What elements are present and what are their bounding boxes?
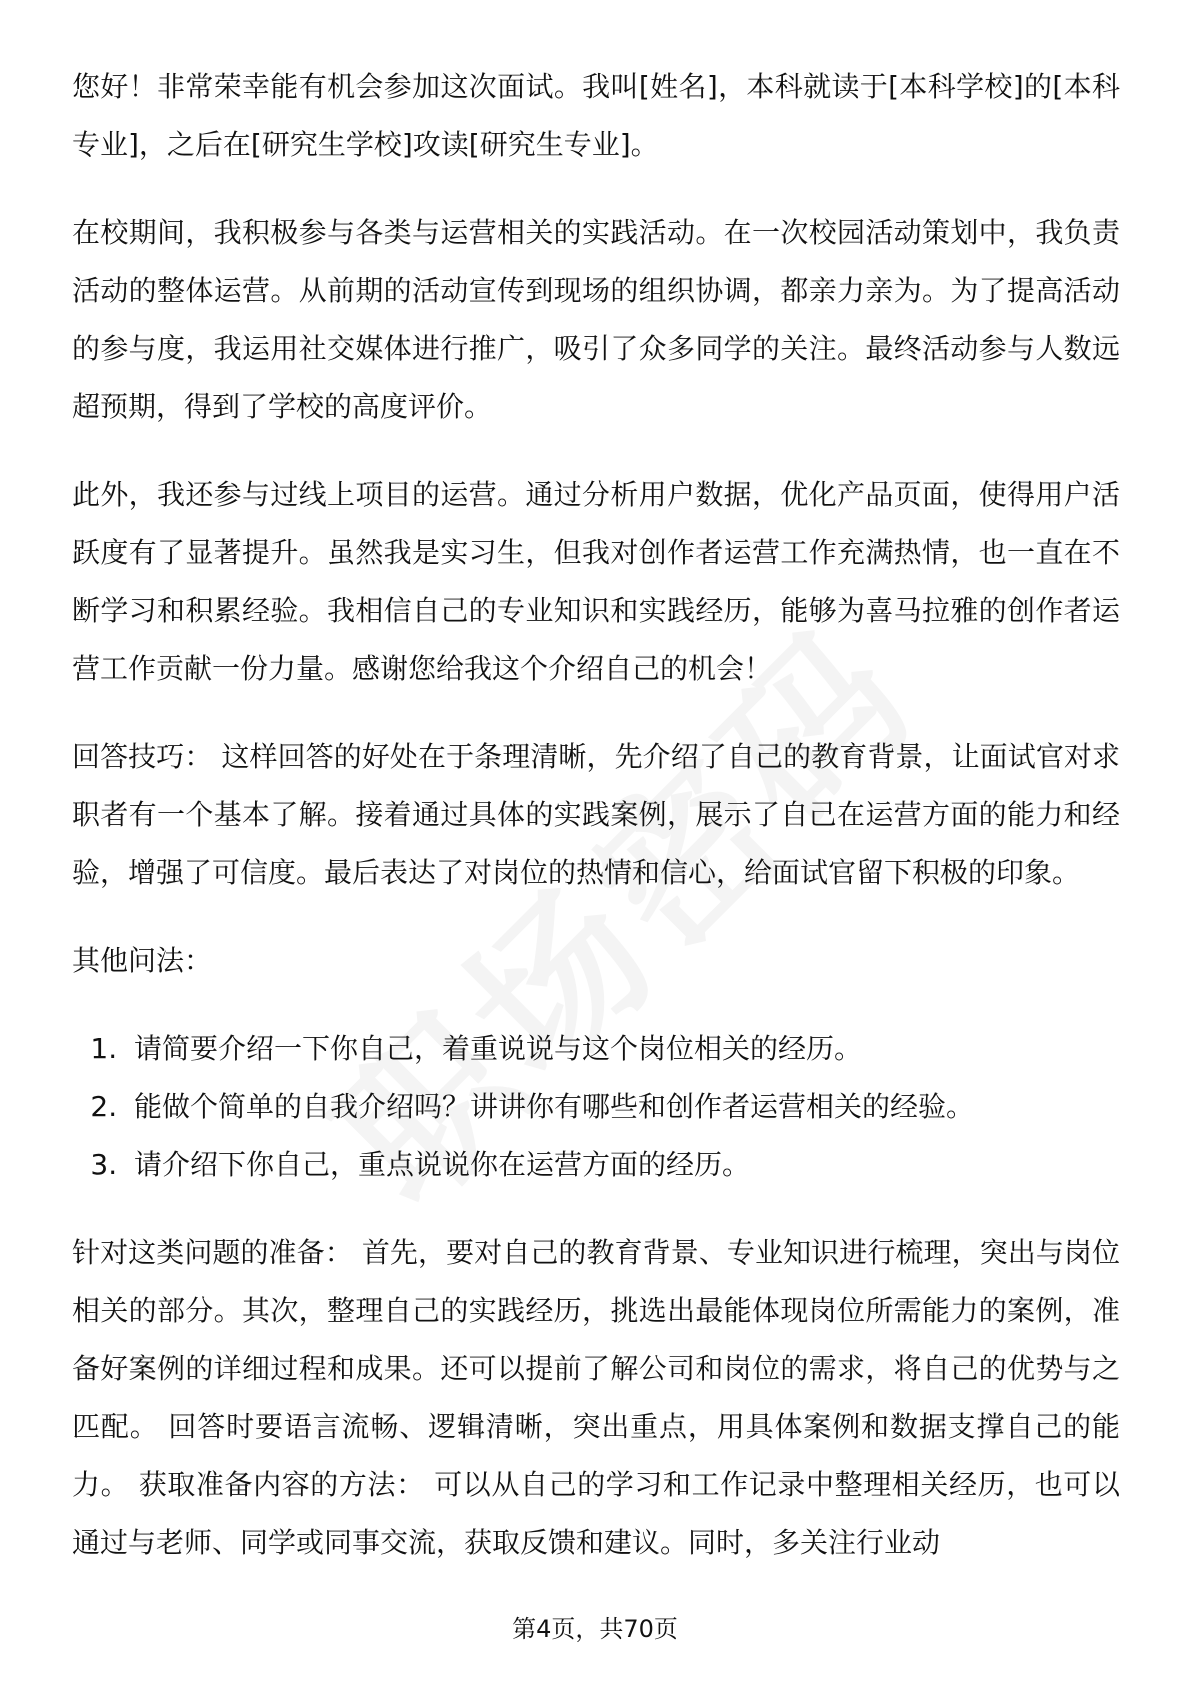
paragraph-preparation: 针对这类问题的准备： 首先，要对自己的教育背景、专业知识进行梳理，突出与岗位相关的部分。其次，整理自己的实践经历，挑选出最能体现岗位所需能力的案例，准备好案例的详细过程和成果。还可以提前了解公司和岗位的需求，将自己的优势与之匹配。 回答时要语言流畅、逻辑清晰，突出重点，用具体案例和数据支撑自己的能力。 获取准备内容的方法： 可以从自己的学习和工作记录中整理相关经历，也可以通过与老师、同学或同事交流，获取反馈和建议。同时，多关注行业动 (72, 1236, 1120, 1559)
list-item: 2. 能做个简单的自我介绍吗？讲讲你有哪些和创作者运营相关的经验。 (126, 1078, 1120, 1136)
page-number: 第4页，共70页 (512, 1615, 678, 1643)
other-questions-list (72, 1020, 1120, 1194)
paragraph-campus-experience: 在校期间，我积极参与各类与运营相关的实践活动。在一次校园活动策划中，我负责活动的整体运营。从前期的活动宣传到现场的组织协调，都亲力亲为。为了提高活动的参与度，我运用社交媒体进行推广，吸引了众多同学的关注。最终活动参与人数远超预期，得到了学校的高度评价。 (72, 216, 1120, 423)
paragraph-answer-tips: 回答技巧： 这样回答的好处在于条理清晰，先介绍了自己的教育背景，让面试官对求职者有一个基本了解。接着通过具体的实践案例，展示了自己在运营方面的能力和经验，增强了可信度。最后表达了对岗位的热情和信心，给面试官留下积极的印象。 (72, 740, 1120, 889)
paragraph-intro: 您好！非常荣幸能有机会参加这次面试。我叫[姓名]，本科就读于[本科学校]的[本科专业]，之后在[研究生学校]攻读[研究生专业]。 (72, 70, 1120, 161)
list-item: 3. 请介绍下你自己，重点说说你在运营方面的经历。 (126, 1136, 1120, 1194)
document-body (72, 58, 1120, 1602)
list-item: 1. 请简要介绍一下你自己，着重说说与这个岗位相关的经历。 (126, 1020, 1120, 1078)
paragraph-other-questions-heading: 其他问法： (72, 944, 213, 977)
paragraph-online-project: 此外，我还参与过线上项目的运营。通过分析用户数据，优化产品页面，使得用户活跃度有了显著提升。虽然我是实习生，但我对创作者运营工作充满热情，也一直在不断学习和积累经验。我相信自己的专业知识和实践经历，能够为喜马拉雅的创作者运营工作贡献一份力量。感谢您给我这个介绍自己的机会！ (72, 478, 1120, 685)
